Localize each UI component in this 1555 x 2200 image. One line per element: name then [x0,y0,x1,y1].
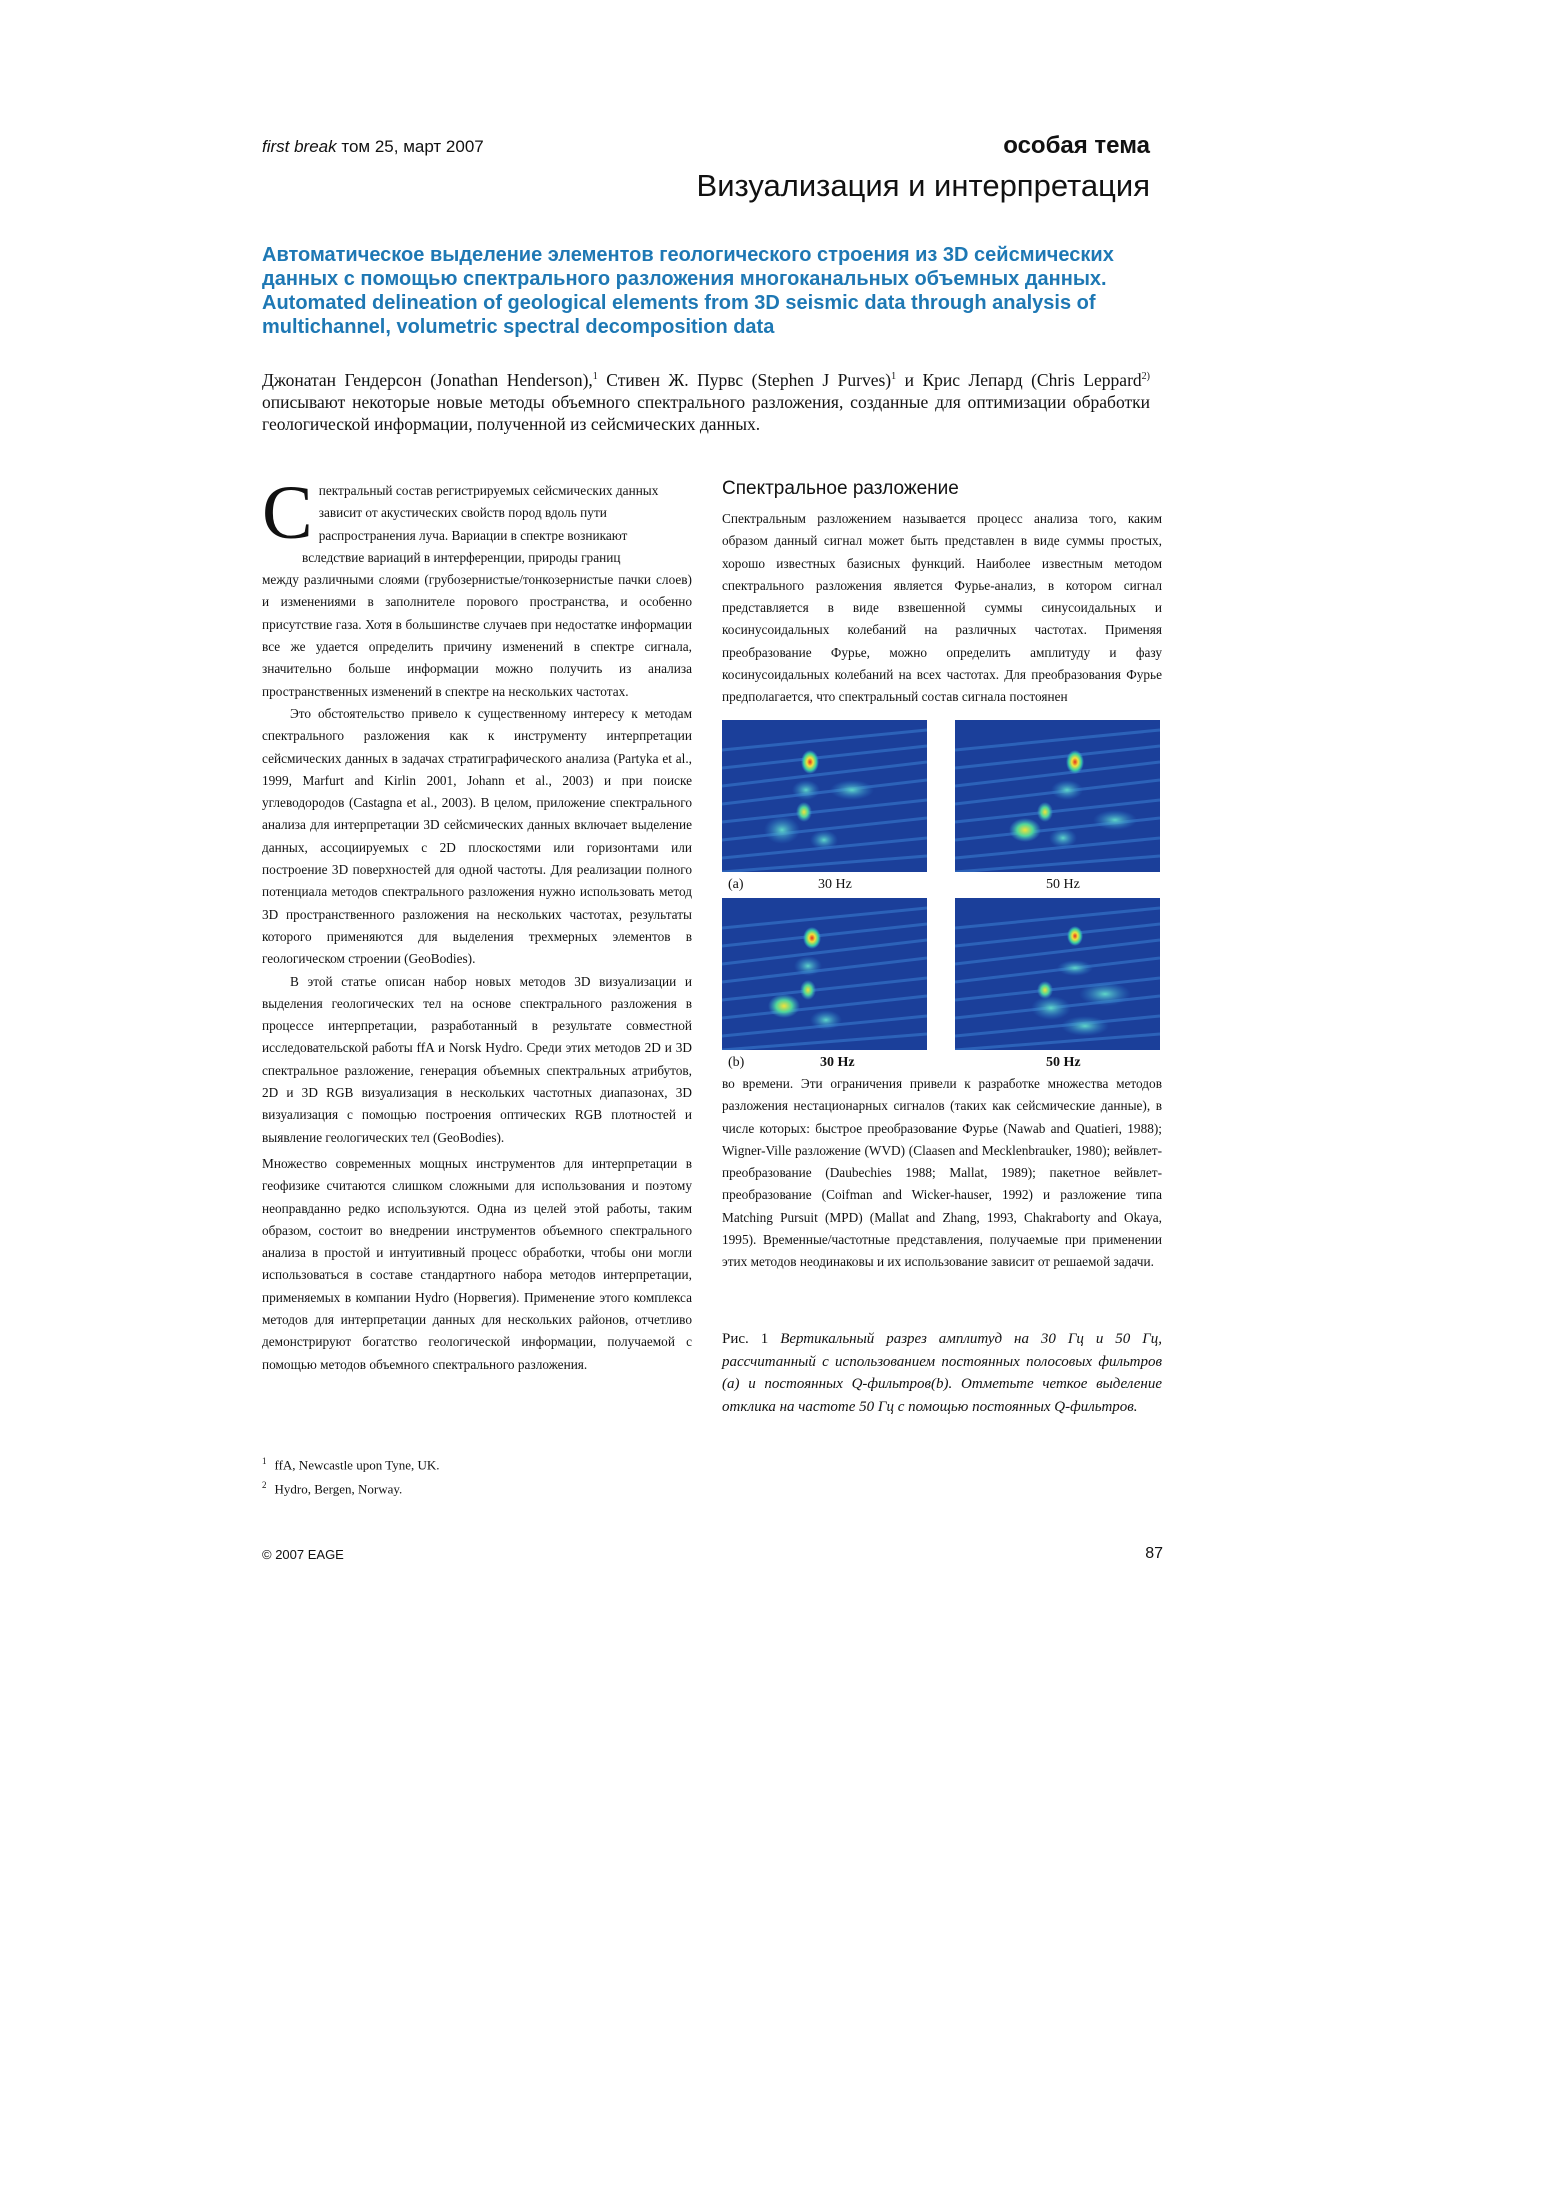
article-title [262,243,1162,339]
section-tag: особая тема [1003,132,1150,159]
author-name: Джонатан Гендерсон (Jonathan Henderson), [262,369,593,390]
figure-freq-label: 50 Hz [1046,1055,1081,1070]
paragraph: Множество современных мощных инструментов для интерпретации в геофизике считаются слишком сложными для использования и поэтому неоправданно редко используются. Одна из целей этой работы, таким образом, состоит во внедрении инструментов объемного спектрального анализа в простой и интуитивный процесс обработки, чтобы они могли использоваться в составе стандартного набора методов интерпретации, применяемых в компании Hydro (Норвегия). Применение этого комплекса методов для интерпретации данных для нескольких районов, отчетливо демонстрируют богатство геологической информации, получаемой с помощью методов объемного спектрального разложения. [262,1155,692,1372]
title-line: данных с помощью спектрального разложения многоканальных объемных данных. [262,268,1107,290]
seismic-image [722,720,927,872]
seismic-image [955,898,1160,1050]
figure-panel-b-50hz [955,898,1160,1050]
intro-line: зависит от акустических свойств пород вдоль пути [318,505,607,521]
journal-issue: том 25, март 2007 [341,137,484,156]
intro-line: пектральный состав регистрируемых сейсмических данных [318,483,659,498]
footnote [262,1451,440,1475]
author-name: Стивен Ж. Пурвс (Stephen J Purves) [597,369,892,390]
author-affiliation: 2) [1141,371,1150,382]
footnote-text: ffA, Newcastle upon Tyne, UK. [274,1457,440,1473]
footnote-mark: 2 [262,1480,267,1491]
page-number: 87 [1145,1545,1163,1562]
author-affiliation: 1 [891,371,897,382]
paragraph: между различными слоями (грубозернистые/тонкозернистые пачки слоев) и изменениями в заполнителе порового пространства, и особенно присутствие газа. Хотя в большинстве случаев при недостатке информации все же удается определить причину изменений в спектре сигнала, значительно больше информации можно получить из анализа пространственных изменений в спектре на нескольких частотах. [262,572,692,699]
paragraph: Это обстоятельство привело к существенному интересу к методам спектрального разложения как к инструменту интерпретации сейсмических данных в задачах стратиграфического анализа (Partyka et al., 1999, Marfurt and Kirlin 2001, Johann et al., 2003) и при поиске углеводородов (Castagna et al., 2003). В целом, приложение спектрального анализа для интерпретации 3D сейсмических данных включает выделение данных, ассоциируемых с 2D плоскостями или горизонтами или построение 3D поверхностей для одной частоты. Для реализации полного потенциала методов спектрального разложения нужно использовать метод 3D пространственного разложения на нескольких частотах, результаты которого применяются для выделения трехмерных элементов в геологическом строении (GeoBodies). [262,705,692,967]
figure-freq-label: 30 Hz [820,1055,855,1070]
journal-name: first break [262,137,337,156]
paragraph: В этой статье описан набор новых методов 3D визуализации и выделения геологических тел на основе спектрального разложения в процессе интерпретации, разработанный в результате совместной исследовательской работы ffA и Norsk Hydro. Среди этих методов 2D и 3D спектральное разложение, генерация объемных спектральных атрибутов, 2D и 3D RGB визуализация в нескольких частотных диапазонах, 3D визуализация с помощью построения оптических RGB плотностей и выявление геологических тел (GeoBodies). [262,973,692,1145]
figure-panel-a-30hz [722,720,927,872]
title-line: Automated delineation of geological elements from 3D seismic data through analysis of [262,292,1096,314]
feature-title: Визуализация и интерпретация [696,168,1150,203]
intro-line: распространения луча. Вариации в спектре возникают [318,527,628,543]
figure-caption [722,1328,1162,1418]
paragraph: во времени. Эти ограничения привели к разработке множества методов разложения нестационарных сигналов (таких как сейсмические данные), в числе которых: быстрое преобразование Фурье (Nawab and Quatieri, 1988); Wigner-Ville разложение (WVD) (Claasen and Mecklenbrauker, 1980); вейвлет-преобразование (Daubechies 1988; Mallat, 1989); пакетное вейвлет-преобразование (Coifman and Wicker-hauser, 1992) и разложение типа Matching Pursuit (MPD) (Mallat and Zhang, 1993, Chakraborty and Okaya, 1995). Временные/частотные представления, получаемые при применении этих методов неодинаковы и их использование зависит от решаемой задачи. [722,1076,1162,1270]
figure-panel-a-50hz [955,720,1160,872]
footnote-mark: 1 [262,1456,267,1466]
dropcap: С [262,471,313,555]
footnotes [262,1451,440,1500]
figure-row-label: (b) [728,1055,745,1070]
author-name: и Крис Лепард (Chris Leppard [896,369,1142,390]
left-column [262,471,692,1376]
caption-prefix: Рис. 1 [722,1331,769,1347]
figure-panel-b-30hz [722,898,927,1050]
intro-lines [262,471,692,569]
paragraph: Спектральным разложением называется процесс анализа того, каким образом данный сигнал может быть представлен в виде суммы простых, хорошо известных базисных функций. Наиболее известным методом спектрального разложения является Фурье-анализ, в котором сигнал представляется в виде взвешенной суммы синусоидальных и косинусоидальных колебаний на различных частотах. Применяя преобразование Фурье, можно определить амплитуду и фазу косинусоидальных колебаний на всех частотах. Для преобразования Фурье предполагается, что спектральный состав сигнала постоянен [722,511,1162,705]
journal-line [262,137,484,157]
seismic-image [722,898,927,1050]
copyright: © 2007 EAGE [262,1547,344,1562]
title-line: Автоматическое выделение элементов геологического строения из 3D сейсмических [262,244,1114,266]
footnote-text: Hydro, Bergen, Norway. [274,1481,403,1497]
figure-freq-label: 50 Hz [1046,877,1080,892]
authors-block [262,366,1150,435]
seismic-image [955,720,1160,872]
intro-line: вследствие вариаций в интерференции, природы границ [302,549,621,565]
footnote [262,1475,440,1499]
section-heading: Спектральное разложение [722,478,959,499]
article-summary: описывают некоторые новые методы объемного спектрального разложения, созданные для оптимизации обработки геологической информации, полученной из сейсмических данных. [262,391,1150,434]
title-line: multichannel, volumetric spectral decomposition data [262,316,775,338]
figure-row-label: (a) [728,877,744,892]
caption-text: Вертикальный разрез амплитуд на 30 Гц и 50 Гц, рассчитанный с использованием постоянных полосовых фильтров (a) и постоянных Q-фильтров(b). Отметьте четкое выделение отклика на частоте 50 Гц с помощью постоянных Q-фильтров. [722,1331,1163,1415]
figure-freq-label: 30 Hz [818,877,852,892]
author-affiliation: 1 [592,371,598,382]
